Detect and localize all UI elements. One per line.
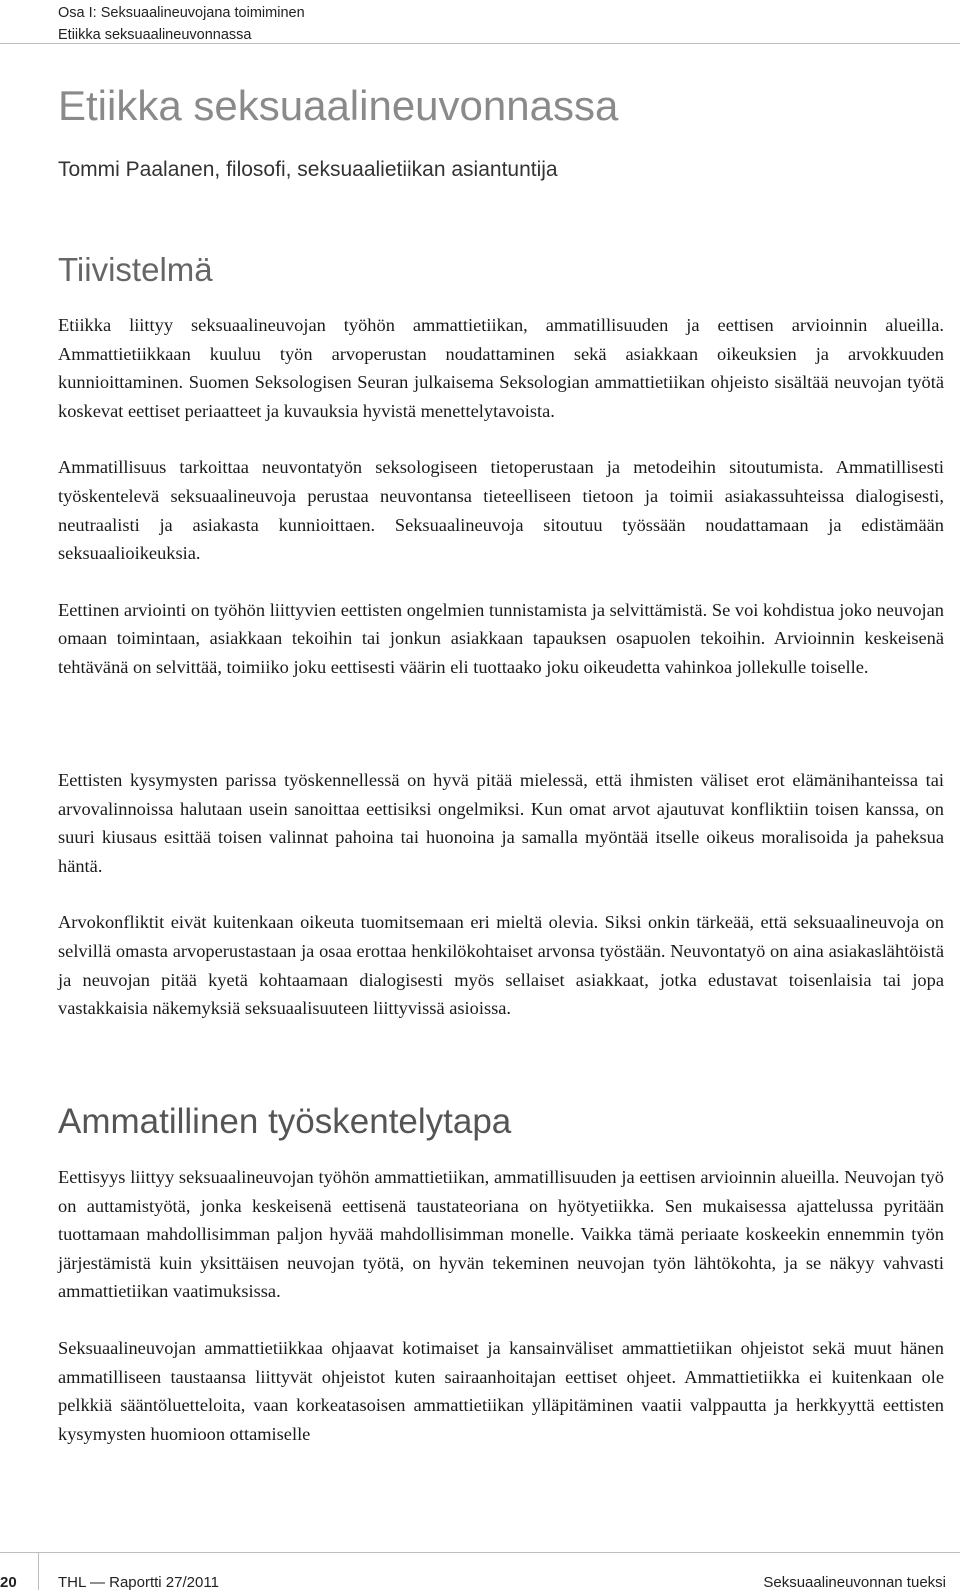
body-text xyxy=(58,766,944,1023)
header-divider xyxy=(0,43,960,44)
summary-paragraph: Eettinen arviointi on työhön liittyvien eettisten ongelmien tunnistamista ja selvittämistä. Se voi kohdistua joko neuvojan omaan toimintaan, asiakkaan tekoihin tai jonkun asiakkaan tapauksen osapuolen tekoihin. Arvioinnin keskeisenä tehtävänä on selvittää, toimiiko joku eettisesti väärin eli tuottaako joku oikeudetta vahinkoa jollekulle toiselle. xyxy=(58,599,944,677)
section-heading: Ammatillinen työskentelytapa xyxy=(58,1102,512,1141)
summary-heading: Tiivistelmä xyxy=(58,251,213,288)
section-text xyxy=(58,1163,944,1448)
section-paragraph: Eettisyys liittyy seksuaalineuvojan työhön ammattietiikan, ammatillisuuden ja eettisen arvioinnin alueilla. Neuvojan työ on auttamistyötä, jonka keskeisenä eettisenä taustateoriana on hyötyetiikka. Sen mukaisessa ajattelussa pyritään tuottamaan mahdollisimman paljon hyvää mahdollisimman monelle. Vaikka tämä periaate koskeekin ennemmin työn järjestämistä kuin yksittäisen neuvojan työtä, on hyvän tekeminen neuvojan työn lähtökohta, ja se näkyy vahvasti ammattietiikan vaatimuksissa. xyxy=(58,1167,944,1302)
body-paragraph: Eettisten kysymysten parissa työskennellessä on hyvä pitää mielessä, että ihmisten väliset erot elämänihanteissa tai arvovalinnoissa halutaan usein sanoittaa eettisiksi ongelmiksi. Kun omat arvot ajautuvat konfliktiin toisen kanssa, on suuri kiusaus esittää toisen valinnat pahoina tai huonoina ja samalla myöntää itselle oikeus moralisoida ja paheksua häntä. xyxy=(58,770,944,876)
summary-text xyxy=(58,311,944,682)
article-title: Etiikka seksuaalineuvonnassa xyxy=(58,82,619,129)
page-number: 20 xyxy=(0,1574,17,1591)
header-chapter: Etiikka seksuaalineuvonnassa xyxy=(58,27,252,43)
publication-info: THL — Raportti 27/2011 xyxy=(58,1574,219,1591)
section-paragraph: Seksuaalineuvojan ammattietiikkaa ohjaavat kotimaiset ja kansainväliset ammattietiikan ohjeistot sekä muut hänen ammatilliseen taustaansa liittyvät ohjeistot kuten sairaanhoitajan eettiset ohjeet. Ammattietiikka ei kuitenkaan ole pelkkiä sääntöluetteloita, vaan korkeatasoisen ammattietiikan ylläpitäminen vaatii valppautta ja herkkyyttä eettisten kysymysten huomioon ottamiselle xyxy=(58,1337,944,1444)
running-footer-title: Seksuaalineuvonnan tueksi xyxy=(763,1574,946,1591)
article-author: Tommi Paalanen, filosofi, seksuaalietiikan asiantuntija xyxy=(58,158,558,181)
body-paragraph: Arvokonfliktit eivät kuitenkaan oikeuta tuomitsemaan eri mieltä olevia. Siksi onkin tärkeää, että seksuaalineuvoja on selvillä omasta arvoperustastaan ja osaa erottaa henkilökohtaiset arvonsa työstään. Neuvontatyö on aina asiakaslähtöistä ja neuvojan pitää kyetä kohtaamaan dialogisesti myös sellaiset asiakkaat, jotka edustavat toisenlaisia tai jopa vastakkaisia näkemyksiä seksuaalisuuteen liittyvissä asioissa. xyxy=(58,912,944,1019)
summary-paragraph: Ammatillisuus tarkoittaa neuvontatyön seksologiseen tietoperustaan ja metodeihin sitoutumista. Ammatillisesti työskentelevä seksuaalineuvoja perustaa neuvontansa tieteelliseen tietoon ja toimii asiakassuhteissa dialogisesti, neutraalisti ja asiakasta kunnioittaen. Seksuaalineuvoja sitoutuu työssään noudattamaan ja edistämään seksuaalioikeuksia. xyxy=(58,457,944,564)
footer-divider xyxy=(0,1552,960,1553)
summary-paragraph: Etiikka liittyy seksuaalineuvojan työhön ammattietiikan, ammatillisuuden ja eettisen arvioinnin alueilla. Ammattietiikkaan kuuluu työn arvoperustan noudattaminen sekä asiakkaan oikeuksien ja arvokkuuden kunnioittaminen. Suomen Seksologisen Seuran julkaisema Seksologian ammattietiikan ohjeisto sisältää neuvojan työtä koskevat eettiset periaatteet ja kuvauksia hyvistä menettelytavoista. xyxy=(58,315,944,421)
footer-vertical-divider xyxy=(38,1552,39,1590)
running-header xyxy=(58,2,305,46)
header-part: Osa I: Seksuaalineuvojana toimiminen xyxy=(58,5,305,21)
